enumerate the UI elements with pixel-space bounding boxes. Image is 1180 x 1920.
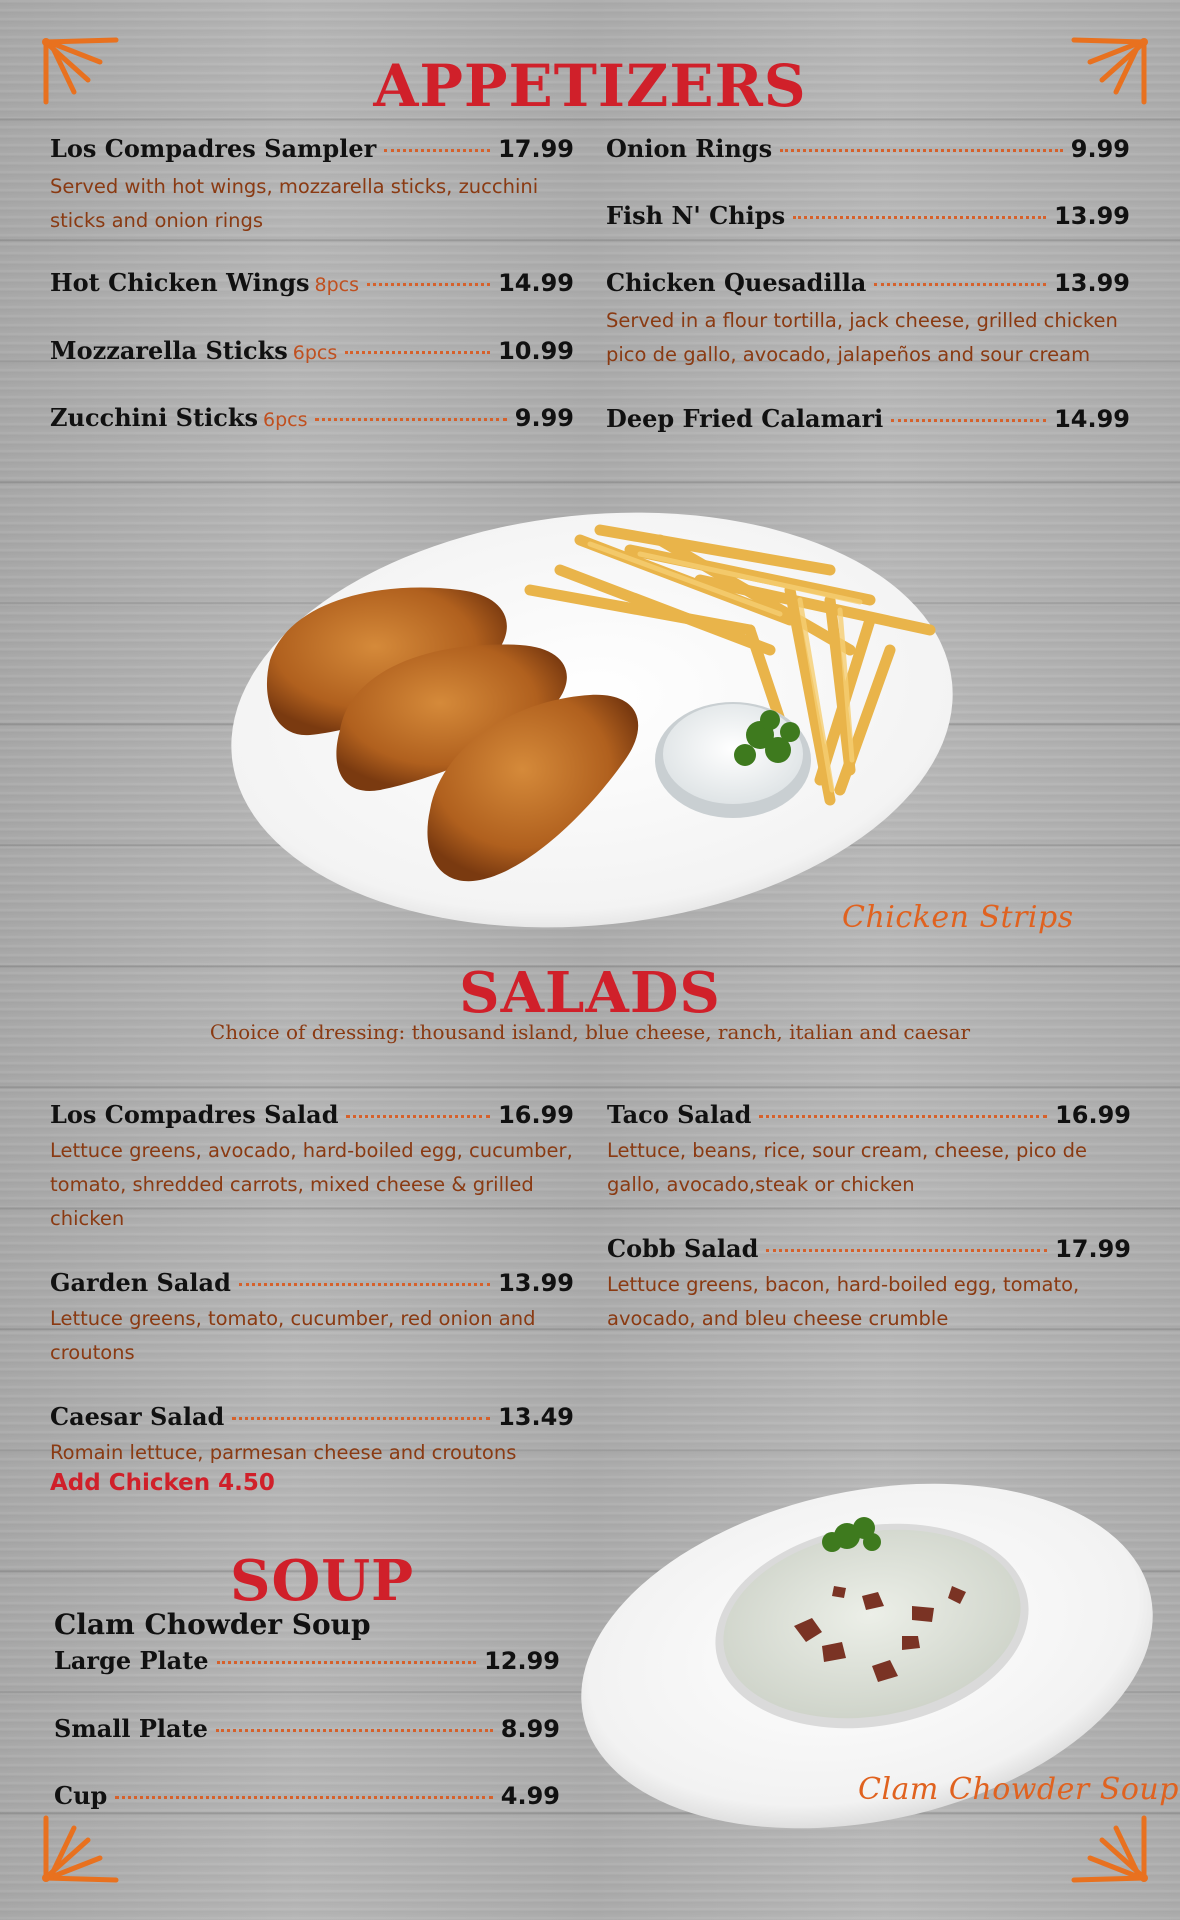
item-name: Hot Chicken Wings xyxy=(50,268,310,297)
item-price: 9.99 xyxy=(514,404,574,432)
dotted-leader xyxy=(780,149,1063,152)
dotted-leader xyxy=(793,216,1046,219)
salads-title: SALADS xyxy=(459,960,721,1026)
item-name: Deep Fried Calamari xyxy=(606,404,884,433)
item-name: Zucchini Sticks xyxy=(50,403,258,432)
item-description: Lettuce greens, bacon, hard-boiled egg, tomato, avocado, and bleu cheese crumble xyxy=(607,1273,1080,1330)
menu-item xyxy=(606,134,1130,170)
menu-item xyxy=(54,1646,560,1682)
item-price: 16.99 xyxy=(498,1101,574,1129)
item-name: Los Compadres Sampler xyxy=(50,134,377,163)
dressing-subtitle: Choice of dressing: thousand island, blue cheese, ranch, italian and caesar xyxy=(209,1020,971,1044)
dotted-leader xyxy=(759,1115,1047,1118)
dotted-leader xyxy=(232,1417,490,1420)
item-name: Onion Rings xyxy=(606,134,773,163)
soup-name: Clam Chowder Soup xyxy=(54,1608,371,1641)
item-name: Chicken Quesadilla xyxy=(606,268,867,297)
item-price: 12.99 xyxy=(484,1647,560,1675)
menu-item xyxy=(607,1100,1131,1136)
item-price: 17.99 xyxy=(1055,1235,1131,1263)
menu-item xyxy=(607,1234,1131,1270)
sunburst-corner-icon xyxy=(36,1808,126,1888)
dotted-leader xyxy=(239,1283,490,1286)
item-name: Large Plate xyxy=(54,1646,209,1675)
menu-item xyxy=(50,403,574,439)
item-name: Garden Salad xyxy=(50,1268,231,1297)
appetizers-title: APPETIZERS xyxy=(373,52,807,120)
item-description: Romain lettuce, parmesan cheese and croutons xyxy=(50,1441,517,1464)
menu-item xyxy=(606,268,1130,304)
photo-caption: Clam Chowder Soup xyxy=(858,1772,1179,1807)
item-name: Mozzarella Sticks xyxy=(50,336,288,365)
item-quantity: 6pcs xyxy=(292,342,338,364)
item-description: Served in a flour tortilla, jack cheese, grilled chicken pico de gallo, avocado, jalapeños and sour cream xyxy=(606,309,1118,366)
dotted-leader xyxy=(315,418,506,421)
item-price: 13.99 xyxy=(1054,269,1130,297)
soup-title: SOUP xyxy=(230,1548,415,1614)
item-name: Small Plate xyxy=(54,1714,208,1743)
item-price: 10.99 xyxy=(498,337,574,365)
menu-item xyxy=(50,1100,574,1136)
add-chicken-note: Add Chicken 4.50 xyxy=(50,1470,275,1496)
photo-caption: Chicken Strips xyxy=(842,900,1074,935)
menu-item xyxy=(50,134,574,170)
item-price: 14.99 xyxy=(498,269,574,297)
dotted-leader xyxy=(766,1249,1047,1252)
item-description: Lettuce greens, avocado, hard-boiled egg, cucumber, tomato, shredded carrots, mixed cheese & grilled chicken xyxy=(50,1139,573,1230)
menu-item xyxy=(50,1402,574,1438)
item-name: Taco Salad xyxy=(607,1100,752,1129)
dotted-leader xyxy=(115,1796,492,1799)
item-name: Fish N' Chips xyxy=(606,201,786,230)
item-name: Cup xyxy=(54,1781,108,1810)
item-quantity: 6pcs xyxy=(262,409,308,431)
item-price: 13.99 xyxy=(1054,202,1130,230)
item-quantity: 8pcs xyxy=(314,274,359,296)
dotted-leader xyxy=(345,351,490,354)
item-price: 13.99 xyxy=(498,1269,574,1297)
item-description: Lettuce greens, tomato, cucumber, red onion and croutons xyxy=(50,1307,536,1364)
item-price: 16.99 xyxy=(1055,1101,1131,1129)
item-price: 8.99 xyxy=(500,1715,560,1743)
menu-item xyxy=(606,404,1130,440)
item-price: 13.49 xyxy=(498,1403,574,1431)
item-price: 17.99 xyxy=(498,135,574,163)
dotted-leader xyxy=(346,1115,490,1118)
menu-item xyxy=(50,1268,574,1304)
dotted-leader xyxy=(217,1661,477,1664)
dotted-leader xyxy=(891,419,1046,422)
dotted-leader xyxy=(367,283,490,286)
item-name: Los Compadres Salad xyxy=(50,1100,339,1129)
item-name: Cobb Salad xyxy=(607,1234,759,1263)
item-description: Served with hot wings, mozzarella sticks, zucchini sticks and onion rings xyxy=(50,175,539,232)
item-price: 4.99 xyxy=(500,1782,560,1810)
chicken-strips-photo xyxy=(230,510,970,950)
menu-item xyxy=(606,201,1130,237)
menu-item xyxy=(50,268,574,304)
item-price: 14.99 xyxy=(1054,405,1130,433)
item-name: Caesar Salad xyxy=(50,1402,225,1431)
dotted-leader xyxy=(874,283,1046,286)
dotted-leader xyxy=(216,1729,493,1732)
dotted-leader xyxy=(384,149,490,152)
item-price: 9.99 xyxy=(1070,135,1130,163)
menu-item xyxy=(50,336,574,372)
menu-item xyxy=(54,1714,560,1750)
item-description: Lettuce, beans, rice, sour cream, cheese, pico de gallo, avocado,steak or chicken xyxy=(607,1139,1088,1196)
menu-item xyxy=(54,1781,560,1817)
